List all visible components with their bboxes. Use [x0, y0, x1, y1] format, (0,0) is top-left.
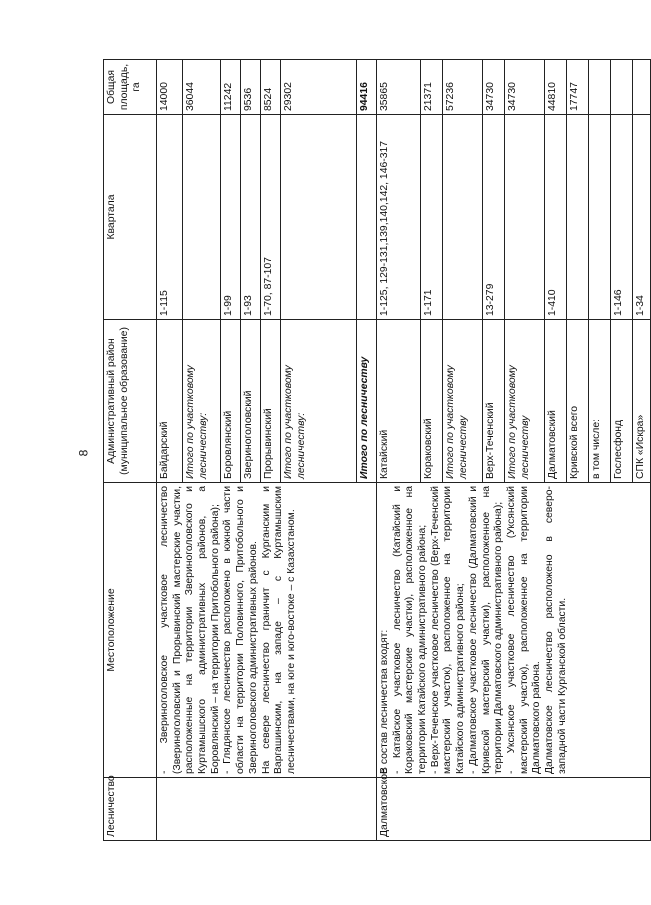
quarters-cell [505, 115, 545, 320]
quarters-cell: 1-70, 87-107 [261, 115, 281, 320]
area-cell [633, 60, 651, 115]
district-cell: Байдарский [157, 320, 183, 483]
forestry-table-rotated [103, 60, 646, 841]
forestry-cell-continued [157, 778, 377, 841]
district-cell: Итого по участковому лесничеству: [281, 320, 357, 483]
quarters-cell: 1-93 [241, 115, 261, 320]
district-cell: Далматовский [545, 320, 567, 483]
header-district: Административный район (муниципальное образование) [104, 320, 157, 483]
district-cell: Итого по участковому лесничеству [505, 320, 545, 483]
area-cell: 9536 [241, 60, 261, 115]
forestry-table [103, 59, 651, 841]
district-cell: Кривской всего [567, 320, 589, 483]
district-cell: Боровлянский [221, 320, 241, 483]
district-cell: Кораковский [421, 320, 443, 483]
district-cell: Гослесфонд [611, 320, 633, 483]
area-cell: 29302 [281, 60, 357, 115]
area-cell: 11242 [221, 60, 241, 115]
quarters-cell: 1-115 [157, 115, 183, 320]
district-cell: Верх-Теченский [483, 320, 505, 483]
area-cell: 21371 [421, 60, 443, 115]
area-cell: 8524 [261, 60, 281, 115]
quarters-cell [281, 115, 357, 320]
quarters-cell [589, 115, 611, 320]
quarters-cell: 1-125, 129-131,139,140,142, 146-317 [377, 115, 421, 320]
quarters-cell: 1-146 [611, 115, 633, 320]
area-cell: 34730 [483, 60, 505, 115]
header-quarters: Квартала [104, 115, 157, 320]
forestry-cell-dalmatovo: Далматовское [377, 778, 651, 841]
district-cell: СПК «Искра» [633, 320, 651, 483]
area-cell [589, 60, 611, 115]
header-location: Местоположение [104, 483, 157, 778]
quarters-cell [567, 115, 589, 320]
table-header-row [104, 60, 157, 841]
total-area-cell: 94416 [357, 60, 377, 115]
quarters-cell [443, 115, 483, 320]
area-cell: 44810 [545, 60, 567, 115]
district-cell: Катайский [377, 320, 421, 483]
quarters-cell [357, 115, 377, 320]
quarters-cell: 1-34 [633, 115, 651, 320]
table-row [377, 60, 421, 841]
area-cell: 34730 [505, 60, 545, 115]
header-forestry: Лесничество [104, 778, 157, 841]
quarters-cell: 1-99 [221, 115, 241, 320]
area-cell: 17747 [567, 60, 589, 115]
area-cell: 36044 [183, 60, 221, 115]
area-cell [611, 60, 633, 115]
quarters-cell: 1-171 [421, 115, 443, 320]
area-cell: 35865 [377, 60, 421, 115]
district-cell: Прорывинский [261, 320, 281, 483]
area-cell: 14000 [157, 60, 183, 115]
total-label-cell: Итого по лесничеству [357, 320, 377, 483]
location-cell-continued: - Звериноголовское участковое лесничество (Звериноголовский и Прорывинский мастерские участки, расположенные на территории Звериноголовского и Куртамышского административных районов, а Боровлянский – на территории Притобольного района); - Глядянское лесничество расположено в южной части области на территории Половинного, Притобольного и Звериноголовского административных районов. На севере лесничество граничит с Курганским и Варгашинским, на западе – с Куртамышским лесничествами, на юге и юго-востоке – с Казахстаном. [157, 483, 377, 778]
district-cell: Итого по участковому лесничеству: [183, 320, 221, 483]
table-row [157, 60, 183, 841]
header-area: Общая площадь, га [104, 60, 157, 115]
area-cell: 57236 [443, 60, 483, 115]
quarters-cell [183, 115, 221, 320]
page-number: 8 [76, 449, 91, 457]
district-cell: Итого по участковому лесничеству [443, 320, 483, 483]
location-cell-dalmatovo: В состав лесничества входят: - Катайское участковое лесничество (Катайский и Кораковский мастерские участки), расположенное на территории Катайского административного района; - Верх-Теченское участковое лесничество (Верх-Теченский мастерский участок), расположенное на территории Катайского административного района; - Далматовское участковое лесничество (Далматовский и Кривской мастерский участки), расположенное на территории Далматовского административного района); - Уксянское участковое лесничество (Уксянский мастерский участок), расположенное на территории Далматовского района. Далматовское лесничество расположено в северо-западной части Курганской области. [377, 483, 651, 778]
quarters-cell: 13-279 [483, 115, 505, 320]
quarters-cell: 1-410 [545, 115, 567, 320]
district-cell: Звериноголовский [241, 320, 261, 483]
district-cell: в том числе: [589, 320, 611, 483]
